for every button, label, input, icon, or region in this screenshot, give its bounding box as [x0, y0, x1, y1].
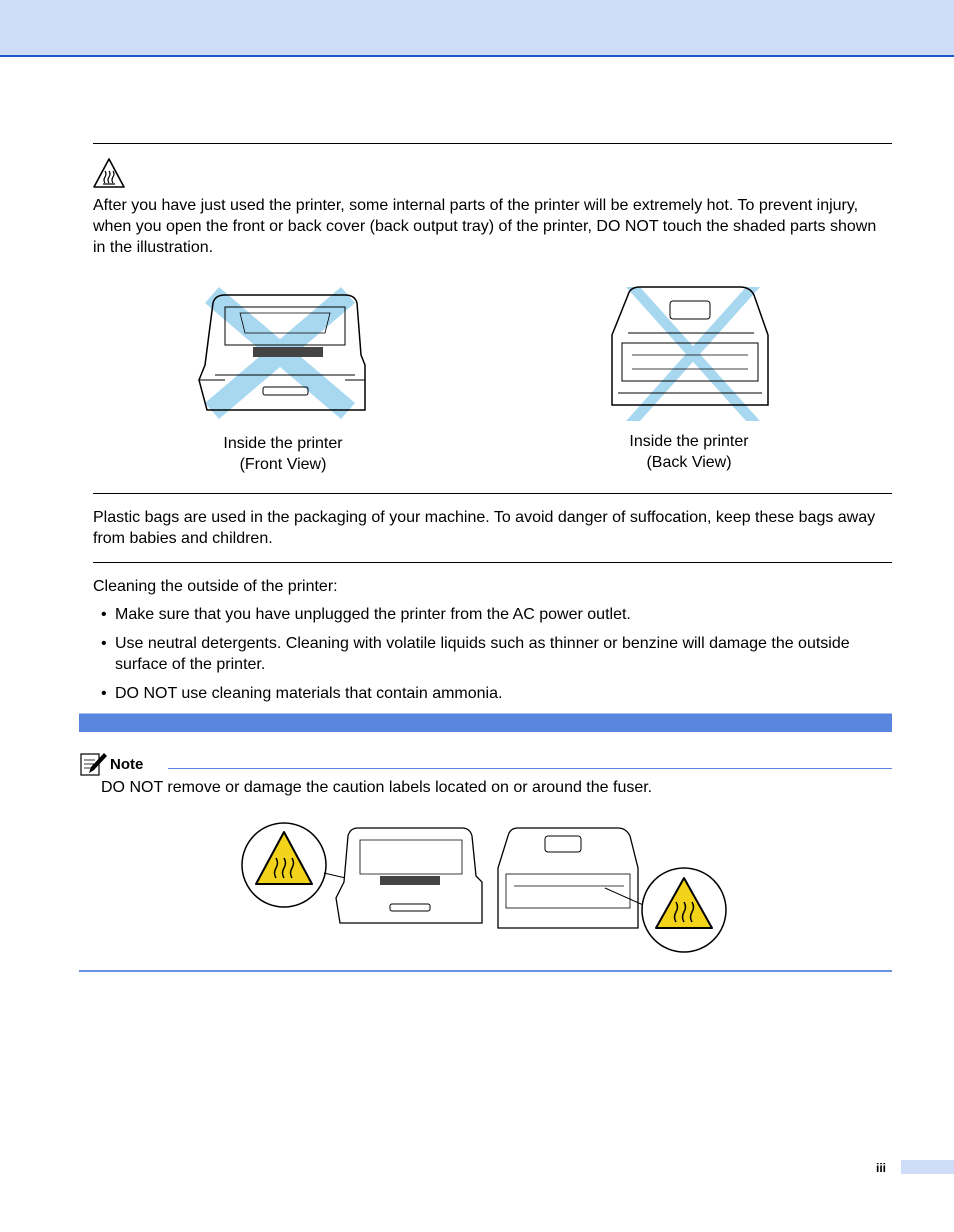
back-view-caption-line2: (Back View)	[646, 454, 732, 471]
section-divider-bar	[79, 713, 892, 732]
note-label: Note	[110, 756, 144, 773]
page-tab	[901, 1160, 954, 1174]
cleaning-top-rule	[93, 562, 892, 563]
warning-top-rule	[93, 143, 892, 144]
caution-labels-illustration	[240, 818, 730, 953]
front-view-caption-line2: (Front View)	[239, 456, 327, 473]
header-band	[0, 0, 954, 57]
note-text: DO NOT remove or damage the caution labels located on or around the fuser.	[101, 779, 653, 796]
list-item: • Make sure that you have unplugged the printer from the AC power outlet.	[93, 604, 893, 625]
front-view-caption-line1: Inside the printer	[223, 435, 343, 452]
back-view-caption	[589, 431, 789, 473]
page-number: iii	[876, 1161, 887, 1175]
plastic-bags-top-rule	[93, 493, 892, 494]
list-item: • Use neutral detergents. Cleaning with volatile liquids such as thinner or benzine will damage the outside surface of the printer.	[93, 633, 893, 675]
hot-parts-warning-text: After you have just used the printer, some internal parts of the printer will be extremely hot. To prevent injury, when you open the front or back cover (back output tray) of the printer, DO NOT touch the shaded parts shown in the illustration.	[93, 197, 877, 256]
printer-back-view-illustration	[608, 285, 773, 425]
cleaning-list	[93, 604, 893, 712]
front-view-caption	[183, 433, 383, 475]
section-bottom-rule	[79, 970, 892, 972]
note-rule	[168, 768, 892, 769]
plastic-bags-warning-text: Plastic bags are used in the packaging of your machine. To avoid danger of suffocation, keep these bags away from babies and children.	[93, 509, 876, 547]
printer-front-view-illustration	[195, 285, 370, 420]
hot-surface-warning-icon	[93, 157, 125, 189]
back-view-caption-line1: Inside the printer	[629, 433, 749, 450]
list-item: • DO NOT use cleaning materials that contain ammonia.	[93, 683, 893, 704]
note-pencil-icon	[80, 751, 108, 777]
cleaning-intro: Cleaning the outside of the printer:	[93, 578, 338, 595]
